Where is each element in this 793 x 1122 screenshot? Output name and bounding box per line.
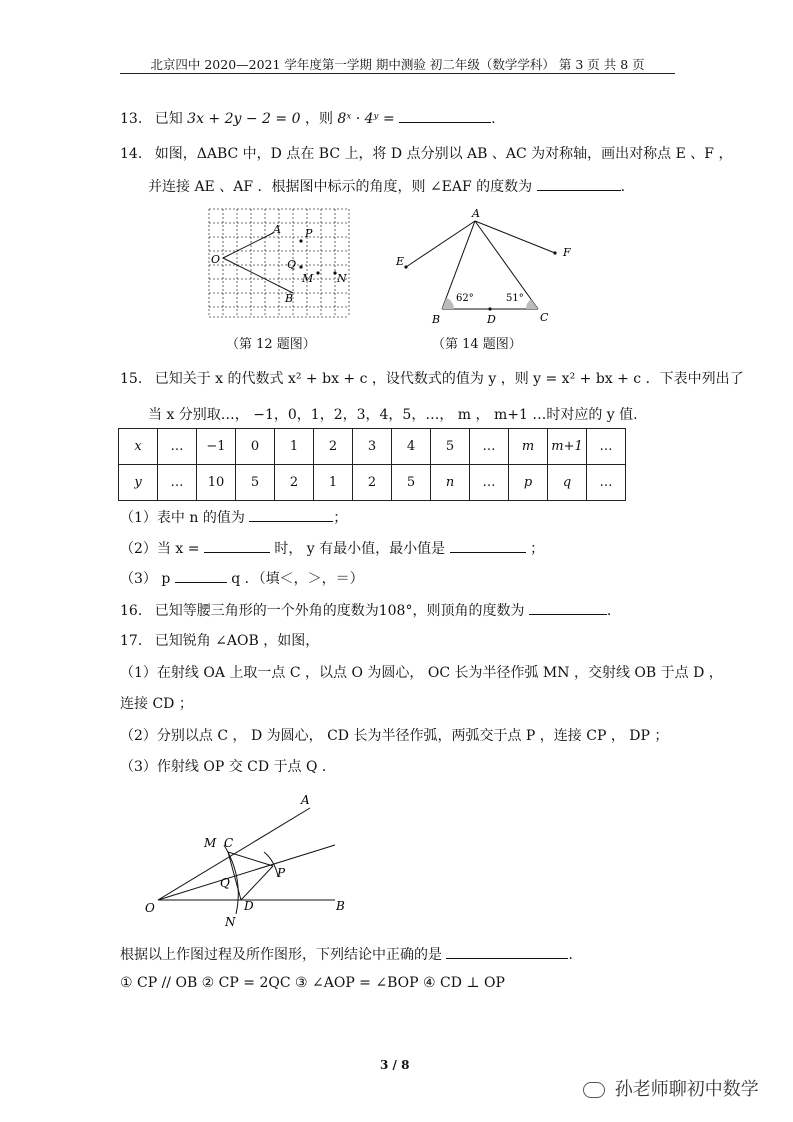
label-d: D <box>244 899 254 913</box>
q15-sub1-blank[interactable] <box>249 507 333 522</box>
q16-end: . <box>606 603 612 619</box>
table-row-x <box>119 429 626 465</box>
table-cell: … <box>158 465 197 501</box>
q13-mid: ，则 <box>304 111 333 127</box>
watermark <box>583 1075 759 1101</box>
q14-line2-end: . <box>620 179 626 195</box>
label-p: P <box>277 866 286 880</box>
q15-sub2-end: ； <box>530 541 545 557</box>
q15-sub2-blank-min[interactable] <box>450 538 526 553</box>
question-17 <box>120 631 319 651</box>
q17-conclusion-end: . <box>568 947 573 963</box>
label-n: N <box>337 272 347 285</box>
point-m <box>316 271 319 274</box>
q17-answer-blank[interactable] <box>446 944 568 959</box>
ray-op <box>158 845 335 900</box>
table-cell: 5 <box>392 465 431 501</box>
table-cell: … <box>587 465 626 501</box>
question-15-line1 <box>120 369 744 389</box>
ray-ob <box>223 258 293 293</box>
label-a: A <box>472 207 480 220</box>
q16-answer-blank[interactable] <box>529 600 607 615</box>
q17-options: ① CP // OB ② CP = 2QC ③ ∠AOP = ∠BOP ④ CD ⊥ OP <box>120 975 505 991</box>
q15-sub3-blank[interactable] <box>175 568 227 583</box>
point-q <box>299 265 302 268</box>
q15-sub3 <box>120 568 364 589</box>
label-p: P <box>305 227 313 240</box>
q14-line2: 并连接 AE 、AF ．根据图中标示的角度，则 ∠EAF 的度数为 <box>148 179 533 195</box>
q15-number: 15. <box>120 371 143 387</box>
q17-step1b: 连接 CD ； <box>120 696 193 712</box>
table-cell: 5 <box>236 465 275 501</box>
q17-step1a: （1）在射线 OA 上取一点 C ，以点 O 为圆心， OC 长为半径作弧 MN ，交射线 OB 于点 D ， <box>120 665 723 681</box>
label-a: A <box>273 223 281 236</box>
label-c: C <box>540 311 549 324</box>
point-p <box>299 239 302 242</box>
q15-sub1-end: ； <box>333 510 348 526</box>
segment-ae <box>406 221 475 267</box>
label-b: B <box>285 292 294 305</box>
q14-number: 14. <box>120 146 143 162</box>
table-cell: −1 <box>197 429 236 465</box>
figure-14-caption: （第 14 题图） <box>432 337 522 352</box>
label-q: Q <box>287 258 297 271</box>
label-m: M <box>302 272 314 285</box>
label-e: E <box>396 255 405 268</box>
table-cell: 2 <box>353 465 392 501</box>
table-cell: 5 <box>431 429 470 465</box>
q13-pre: 已知 <box>154 111 183 127</box>
figure-14 <box>390 205 580 327</box>
table-cell: 1 <box>314 465 353 501</box>
segment-dp <box>241 866 273 900</box>
q16-number: 16. <box>120 603 143 619</box>
table-cell: y <box>119 465 158 501</box>
q17-conclusion-text: 根据以上作图过程及所作图形，下列结论中正确的是 <box>120 947 442 963</box>
point-f <box>553 251 556 254</box>
q15-line2: 当 x 分别取…， −1，0，1，2，3，4，5，…， m ， m+1 …时对应的 y 值. <box>148 407 638 423</box>
figure-17 <box>140 790 360 930</box>
label-f: F <box>563 246 571 259</box>
label-d: D <box>487 313 496 326</box>
q15-line1: 已知关于 x 的代数式 x² + bx + c ，设代数式的值为 y ，则 y = x² + bx + c ．下表中列出了 <box>154 371 744 387</box>
q13-number: 13. <box>120 111 143 127</box>
angle-c-marker <box>526 299 538 309</box>
table-cell: p <box>509 465 548 501</box>
label-c: C <box>224 836 234 850</box>
label-o: O <box>211 253 221 266</box>
table-cell: x <box>119 429 158 465</box>
figure-12-caption: （第 12 题图） <box>226 337 316 352</box>
q15-sub2-mid: 时， y 有最小值，最小值是 <box>274 541 446 557</box>
q14-line1: 如图，ΔABC 中，D 点在 BC 上，将 D 点分别以 AB 、AC 为对称轴，画出对称点 E 、F ， <box>154 146 733 162</box>
q17-step2: （2）分别以点 C ， D 为圆心， CD 长为半径作弧，两弧交于点 P ，连接 CP ， DP ； <box>120 728 669 744</box>
figure-12 <box>205 205 355 323</box>
table-row-y <box>119 465 626 501</box>
table-cell: 3 <box>353 429 392 465</box>
point-e <box>404 265 407 268</box>
q15-sub3-end: q ．（填＜，＞，＝） <box>231 571 364 587</box>
table-cell: m+1 <box>548 429 587 465</box>
chat-bubble-icon <box>583 1082 605 1098</box>
q17-number: 17. <box>120 633 143 649</box>
table-cell: n <box>431 465 470 501</box>
q15-sub2-blank-x[interactable] <box>204 538 270 553</box>
q13-expression: 8ˣ · 4ʸ = <box>337 111 395 127</box>
q16-text: 已知等腰三角形的一个外角的度数为108°，则顶角的度数为 <box>154 603 525 619</box>
q15-sub1 <box>120 507 347 528</box>
label-m: M <box>204 836 217 850</box>
table-cell: … <box>470 465 509 501</box>
table-cell: … <box>587 429 626 465</box>
question-16 <box>120 600 611 621</box>
question-13 <box>120 108 496 129</box>
page-header: 北京四中 2020—2021 学年度第一学期 期中测验 初二年级（数学学科） 第 3 页 共 8 页 <box>120 55 675 74</box>
table-cell: 1 <box>275 429 314 465</box>
xy-table <box>118 428 626 501</box>
q13-end: . <box>491 111 496 127</box>
table-cell: 0 <box>236 429 275 465</box>
question-14-line1 <box>120 144 732 164</box>
label-b: B <box>336 899 345 913</box>
watermark-text: 孙老师聊初中数学 <box>614 1079 759 1100</box>
angle-c-label: 51° <box>506 293 524 304</box>
q17-conclusion <box>120 944 573 965</box>
q15-sub3-pre: （3） p <box>120 571 171 587</box>
table-cell: 2 <box>314 429 353 465</box>
q13-answer-blank[interactable] <box>399 108 491 123</box>
table-cell: 10 <box>197 465 236 501</box>
table-cell: … <box>158 429 197 465</box>
q17-step3: （3）作射线 OP 交 CD 于点 Q . <box>120 759 327 775</box>
q15-sub1-text: （1）表中 n 的值为 <box>120 510 245 526</box>
question-14-line2 <box>148 176 625 197</box>
segment-cd <box>228 852 241 900</box>
label-a: A <box>301 793 310 807</box>
q14-answer-blank[interactable] <box>537 176 621 191</box>
label-o: O <box>145 901 155 915</box>
table-cell: q <box>548 465 587 501</box>
q15-sub2-pre: （2）当 x = <box>120 541 200 557</box>
angle-b-label: 62° <box>456 293 474 304</box>
table-cell: 4 <box>392 429 431 465</box>
page-number: 3 / 8 <box>380 1058 410 1072</box>
q15-sub2 <box>120 538 544 559</box>
label-b: B <box>432 313 441 326</box>
table-cell: 2 <box>275 465 314 501</box>
table-cell: … <box>470 429 509 465</box>
point-d <box>488 307 491 310</box>
label-n: N <box>225 915 236 929</box>
table-cell: m <box>509 429 548 465</box>
label-q: Q <box>220 876 230 890</box>
q13-equation: 3x + 2y − 2 = 0 <box>187 111 301 127</box>
q17-intro: 已知锐角 ∠AOB ，如图， <box>154 633 320 649</box>
